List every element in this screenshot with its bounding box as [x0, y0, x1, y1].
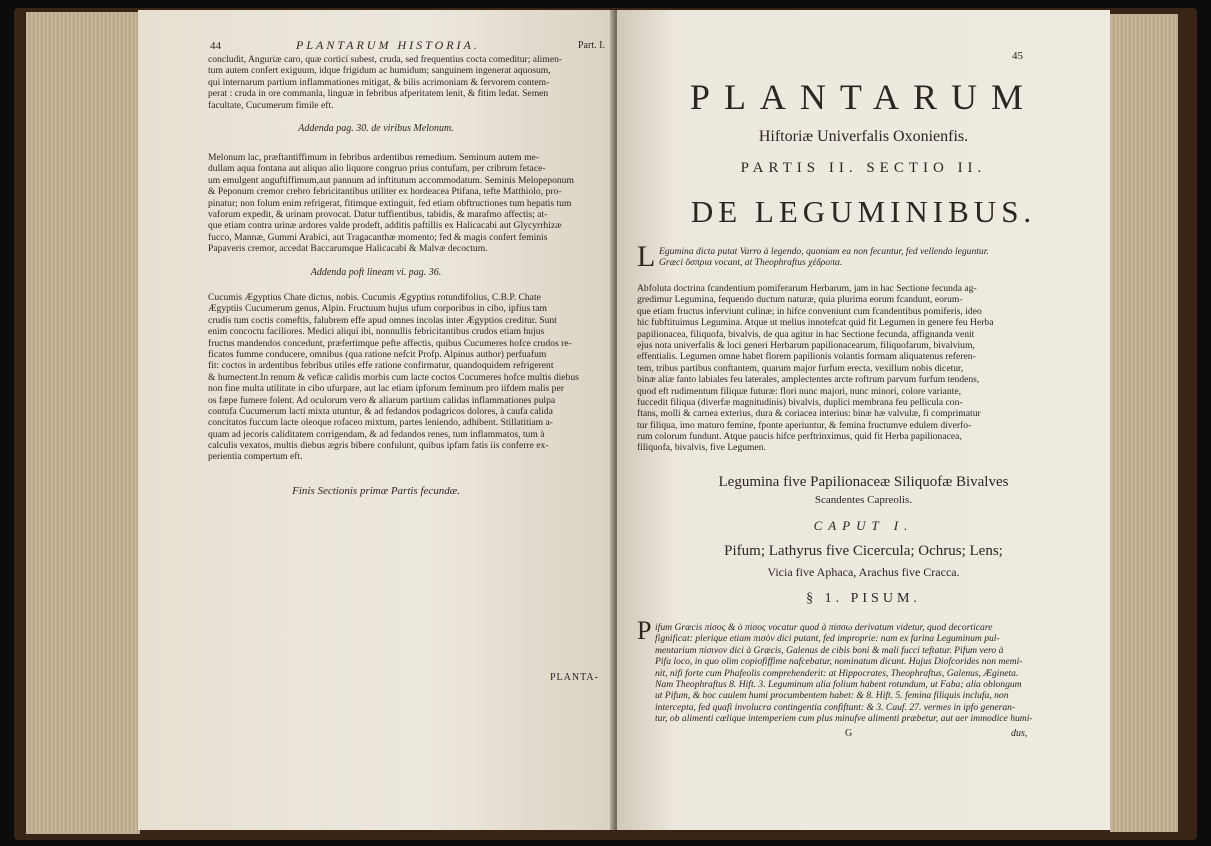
initial-letter-l: L [637, 240, 656, 273]
text-line: ficatos fumme conducere, omnibus (qua ratione nefcit Profp. Alpinus author) perfuafum [208, 348, 547, 360]
text-line: nit, nifi forte cum Phafeolis comprehenderit: at Hippocrates, Theophraftus, Galenus, Ægineta. [655, 667, 1019, 679]
page-number-right: 45 [1012, 50, 1023, 62]
paragraph-melonum [208, 152, 574, 255]
text-line: qui internarum partium inflammationes mitigat, & bilis acrimoniam & fervorem contem- [208, 76, 550, 88]
text-line: filiquofa, bivalvis, five Legumen. [637, 442, 766, 454]
catchword-left: PLANTA- [550, 672, 599, 683]
text-line: tur, ob alimenti cælique intemperiem cum plus minufve alimenti præbetur, aut aer immodice humi- [655, 713, 1033, 725]
text-line: um emulgent anguftiffimum,aut pannum ad inftitutum accommodatum. Seminis Melopeponum [208, 174, 574, 186]
right-page-edges [1110, 14, 1178, 832]
text-line: ut Pifum, & hoc caulem humi procumbentem habet: & 8. Hift. 5. femina filiquis inclufa, non [655, 690, 1009, 702]
text-line: os fæpe fumere folent. Ad oculorum vero & aliarum partium calidas inflammationes pulpa [208, 394, 556, 406]
section-pisum: § 1. PISUM. [806, 591, 921, 606]
text-line: perat : cruda in ore commanla, linguæ in febribus afperitatem lenit, & fitim ledat. Semen [208, 88, 549, 100]
subtitle-historiae: Hiftoriæ Univerfalis Oxonienfis. [758, 128, 969, 145]
text-line: tum autem confert exiguum, idque frigidum ac humidum; sanguinem ingenerat aquosum, [208, 65, 551, 77]
text-line: tur filiqua, imo maturo femine, fponte aperiuntur, & femina fructumve edulem diverfo- [637, 419, 972, 431]
text-line: Græci ὄσπρια vocant, at Theophraftus χέδροπα. [659, 257, 843, 269]
signature-mark: G [845, 728, 853, 739]
text-line: ftans, molli & carnea exterius, dura & coriacea interius: binæ hæ valvulæ, fi comprimatur [637, 408, 981, 420]
text-line: concitatos fuccum lacte oleoque rofaceo mixtum, partes leniendo, adhibent. Stillatitiam a- [208, 417, 553, 429]
class-title: Legumina five Papilionaceæ Siliquofæ Bivalves [718, 474, 1009, 490]
caput-heading: CAPUT I. [813, 518, 914, 533]
genera-line-1: Pifum; Lathyrus five Cicercula; Ochrus; Lens; [724, 543, 1003, 559]
text-line: effentialis. Legumen omne habet florem papilionis volantis formam aliquatenus referen- [637, 351, 976, 363]
paragraph-cucumis [208, 292, 579, 463]
text-line: crudis tum coctis comeftis, falubrem effe apud omnes incolas inter Ægyptios creditur. Sunt [208, 314, 557, 326]
text-line: dullam aqua fontana aut aliquo alio liquore congruo prius contufam, per cribrum fetace- [208, 163, 546, 175]
text-line: Papaveris cremor, accedat Baccarumque Halicacabi & Malvæ decoctum. [208, 243, 488, 255]
text-line: rum colorum fundunt. Atque paucis hifce perftrinximus, quid fit Herba papilionacea, [637, 431, 962, 443]
text-line: tem, tribus partibus conftantem, quarum major furfum erecta, vexillum nobis dicetur, [637, 362, 964, 374]
text-line: fucco, Mannæ, Gummi Arabici, aut Tragacanthæ momento; fed & magis confert feminis [208, 231, 548, 243]
part-label: Part. I. [578, 40, 605, 51]
text-line: que etiam fructus inferviunt culinæ; in hifce conveniunt cum fcandentibus pomiferis, ideo [637, 305, 982, 317]
text-line: fignificat: plerique etiam πισὸν dici putant, fed improprie: nam ex farina Leguminum pul- [655, 633, 1000, 645]
title-plantarum: PLANTARUM [689, 77, 1038, 117]
text-line: quod eft rudimentum filiquæ futuræ: flori nunc majori, nunc minori, colore variante, [637, 385, 961, 397]
text-line: calculis vexatos, multis diebus ægris bibere confulunt, quibus ipfam fatis iis conferre ex- [208, 440, 549, 452]
part-section: PARTIS II. SECTIO II. [740, 160, 987, 176]
text-line: mentarium πίσινον dici à Græcis, Galenus de cibis boni & mali fucci teftatur. Pifum vero à [655, 644, 1004, 656]
text-line: gredimur Legumina, fequendo ductum naturæ, quia plurima eorum fcandunt, eorum- [637, 294, 963, 306]
text-line: non fine multa utilitate in cibo ufurpare, aut lac etiam ipforum feminum pro iifdem malis per [208, 383, 564, 395]
class-subtitle: Scandentes Capreolis. [814, 494, 913, 506]
paragraph-pisum [655, 622, 1033, 725]
finis-sectionis: Finis Sectionis primæ Partis fecundæ. [292, 485, 460, 497]
text-line: ifum Græcis πίσος & ὁ πίσος vocatur quod à πίσσω derivatum videtur, quod decorticare [655, 622, 993, 633]
running-head: PLANTARUM HISTORIA. [296, 38, 480, 52]
catchword-right: dus, [1011, 728, 1028, 739]
text-line: & humectent.In renum & veficæ calidis morbis cum lacte coctos Cucumeres hofce multis diebus [208, 371, 579, 383]
text-line: & Peponum cremor crebro febricitantibus utiliter ex hordeacea Ptifana, tefte Matthiolo, pro- [208, 186, 562, 198]
main-heading: DE LEGUMINIBUS. [690, 194, 1037, 229]
text-line: hic fubftituimus Legumina. Atque ut melius innotefcat quid fit Legumen in genere feu Herba [637, 317, 994, 329]
heading-addenda-vi: Addenda poft lineam vi. pag. 36. [310, 267, 442, 278]
left-page-edges [26, 12, 140, 834]
text-line: perientia compertum eft. [208, 451, 303, 463]
text-line: Egumina dicta putat Varro à legendo, quoniam ea non fecantur, fed vellendo leguntur. [659, 246, 989, 257]
text-line: facultate, Cucumerum fimile eft. [208, 99, 334, 111]
text-line: vaforum expedit, & urinam provocat. Datur tuffientibus, tabidis, & marafmo affectis; at- [208, 208, 548, 220]
initial-letter-p: P [637, 616, 652, 645]
text-line: ejus nota univerfalis & loci generi Herbarum papilionacearum, filiquofarum, bivalvium, [637, 339, 975, 351]
text-line: enim concoctu faciliores. Medici aliqui ibi, nonnullis febricitantibus crudos etiam hujus [208, 326, 545, 338]
genera-line-2: Vicia five Aphaca, Arachus five Cracca. [767, 565, 960, 579]
text-line: papilionacea, filiquofa, bivalvis, de qua agitur in hac Sectione fecunda, affignanda venit [637, 328, 975, 340]
text-line: pinatur; non folum enim refrigerat, fitimque extinguit, fed etiam obftructiones tum hepatis tum [208, 197, 572, 209]
text-line: intercepta, fed quafi involucra contingentia confiftunt: & 3. Cauf. 27. vermes in ipfo generan- [655, 701, 1016, 713]
text-line: contufa Cucumerum lacti mixta utuntur, & ad fedandos podagricos dolores, à caufa calida [208, 405, 553, 417]
paragraph-anguria [208, 54, 562, 111]
text-line: Ægyptiis Cucumerum genus, Alpin. Fructuum hujus ufum corporibus in cibo, ipfius tam [208, 303, 547, 315]
text-line: fit: coctos in ardentibus febribus utiles effe ratione confirmatur, quandoquidem refrigerent [208, 360, 554, 372]
text-line: binæ aliæ fanto labiales feu laterales, amplectentes arcte roftrum parvum furfum tendens, [637, 374, 980, 386]
page-number-left: 44 [210, 40, 221, 52]
left-page [138, 10, 614, 830]
paragraph-introduction [637, 283, 993, 454]
heading-addenda-melonum: Addenda pag. 30. de viribus Melonum. [298, 123, 454, 134]
text-line: fuccedit filiqua (diverfæ magnitudinis) bivalvis, duplici membrana feu pellicula con- [637, 396, 963, 408]
text-line: Abfoluta doctrina fcandentium pomiferarum Herbarum, jam in hac Sectione fecunda ag- [637, 283, 977, 294]
text-line: concludit, Anguriæ caro, quæ corticí subest, cruda, sed frequentius cocta comeditur; alimen- [208, 54, 563, 65]
text-line: Melonum lac, præftantiffimum in febribus ardentibus remedium. Seminum autem me- [208, 152, 540, 163]
epigraph-varro [659, 246, 989, 269]
text-line: Pifa loco, in quo olim copiofiffime nafcebatur, nominatum dicunt. Hujus Diofcorides non memi- [655, 656, 1023, 668]
text-line: quam ad jecoris caliditatem corrigendam, & ad fedandos renes, tum inflammatos, tum à [208, 428, 545, 440]
right-page [617, 10, 1110, 830]
text-line: fructus mandendos concedunt, præfertimque pefte affectis, quibus Cucumeres hofce crudos re- [208, 337, 572, 349]
text-line: Cucumis Ægyptius Chate dictus, nobis. Cucumis Ægyptius rotundifolius, C.B.P. Chate [208, 292, 541, 303]
text-line: que etiam contra urinæ ardores valde prodeft, additis paftillis ex Halicacabi aut Glycyrrhizæ [208, 220, 562, 232]
text-line: Nam Theophraftus 8. Hift. 3. Leguminum alia folium habent rotundum, ut Faba; alia oblongum [655, 678, 1022, 690]
